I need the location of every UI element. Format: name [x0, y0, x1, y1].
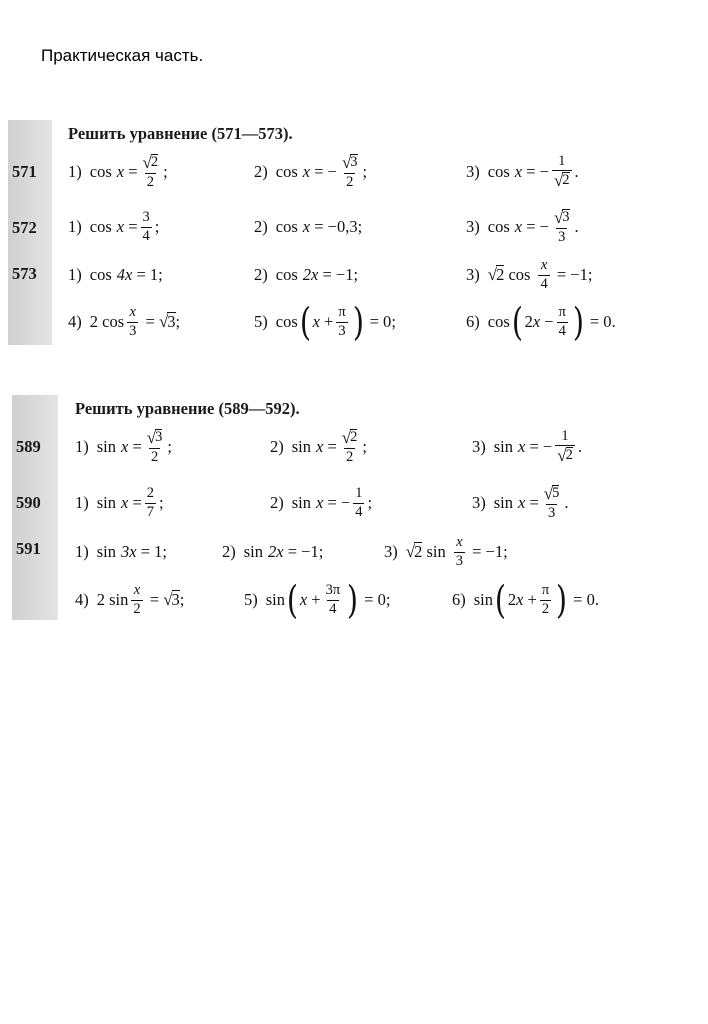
item-label: 6): [452, 590, 466, 609]
variable: x: [516, 590, 524, 609]
exercise-number-572: 572: [12, 218, 37, 237]
equation-591-3: [384, 528, 508, 576]
value: −0,3: [327, 217, 358, 236]
equation-591-6: [452, 576, 599, 624]
function-name: sin: [243, 542, 264, 561]
fraction: [145, 486, 156, 519]
coefficient: 2: [96, 590, 105, 609]
denominator: 2: [346, 174, 354, 190]
equation-573-2: [254, 251, 358, 299]
item-label: 4): [68, 312, 82, 331]
argument: 4x: [116, 265, 133, 284]
operator: =: [327, 493, 337, 512]
item-label: 6): [466, 312, 480, 331]
function-name: sin: [426, 542, 446, 561]
function-name: cos: [275, 162, 298, 181]
page-title: Практическая часть.: [41, 46, 204, 65]
variable: x: [299, 590, 308, 609]
item-label: 1): [75, 493, 89, 512]
punctuation: ;: [503, 542, 508, 561]
punctuation: ;: [179, 590, 185, 609]
value: = 1: [140, 542, 163, 561]
function-name: cos: [89, 265, 112, 284]
item-label: 1): [68, 162, 82, 181]
exercise-number-591: 591: [16, 539, 41, 558]
punctuation: ;: [357, 217, 363, 236]
fraction: 1 √ 2: [557, 427, 573, 465]
fraction: [557, 305, 568, 338]
operator: =: [132, 437, 142, 456]
variable: x: [514, 217, 523, 236]
radicand: 2: [414, 542, 423, 561]
equation-573-3: [466, 251, 592, 299]
function-name: sin: [291, 437, 312, 456]
equation-573-5: [254, 298, 396, 346]
value: = −1: [556, 265, 588, 284]
square-root: √ 2: [487, 265, 505, 284]
variable: x: [518, 437, 526, 456]
equation-590-3: [472, 479, 569, 527]
exercise-block-571-573: [0, 110, 690, 360]
operator: −: [539, 162, 549, 181]
item-label: 3): [384, 542, 398, 561]
item-label: 3): [466, 217, 480, 236]
item-label: 5): [254, 312, 268, 331]
variable: x: [302, 217, 311, 236]
numerator: 1: [561, 427, 569, 444]
operator: =: [314, 217, 324, 236]
radicand: 2: [496, 265, 505, 284]
operator: =: [145, 312, 155, 331]
item-label: 2): [270, 493, 284, 512]
equation-571-2: [254, 148, 367, 196]
variable: x: [116, 162, 125, 181]
denominator: 3: [455, 552, 463, 569]
equation-591-5: [244, 576, 390, 624]
operator: =: [327, 437, 337, 456]
variable: x: [116, 217, 125, 236]
function-name: sin: [493, 493, 514, 512]
value: = 0: [573, 590, 595, 609]
variable: x: [302, 162, 311, 181]
radicand: 2: [350, 428, 358, 445]
function-name: cos: [102, 312, 125, 331]
radicand: 5: [552, 484, 560, 501]
operator: −: [340, 493, 351, 512]
punctuation: ;: [162, 542, 167, 561]
equation-571-1: [68, 148, 168, 196]
function-name: sin: [265, 590, 286, 609]
variable: x: [532, 312, 541, 331]
item-label: 3): [466, 265, 480, 284]
value: = 0: [369, 312, 392, 331]
right-paren: ): [347, 578, 359, 622]
denominator: 3: [129, 322, 137, 339]
item-label: 3): [466, 162, 480, 181]
function-name: sin: [493, 437, 514, 456]
denominator: 4: [142, 227, 150, 244]
function-name: cos: [89, 217, 112, 236]
right-paren: ): [572, 300, 584, 344]
equation-589-3: [472, 423, 582, 471]
numerator: 2: [146, 485, 155, 502]
radicand: 3: [562, 208, 570, 225]
item-label: 1): [75, 542, 89, 561]
numerator: x: [456, 534, 463, 551]
denominator: 3: [558, 229, 566, 245]
equation-572-1: [68, 203, 159, 251]
denominator: 7: [146, 503, 155, 520]
function-name: cos: [275, 312, 298, 331]
punctuation: ;: [362, 162, 368, 181]
item-label: 2): [254, 217, 268, 236]
denominator: 2: [150, 449, 159, 465]
function-name: cos: [487, 162, 510, 181]
fraction: √ 3 3: [553, 207, 570, 245]
function-name: sin: [96, 542, 117, 561]
operator: =: [529, 437, 539, 456]
radicand: 2: [150, 153, 159, 170]
fraction: [540, 583, 551, 616]
variable: x: [518, 493, 526, 512]
left-paren: (: [286, 578, 298, 622]
operator: =: [128, 217, 138, 236]
operator: −: [542, 437, 553, 456]
value: = 0: [589, 312, 612, 331]
fraction: [538, 258, 549, 291]
exercise-number-571: 571: [12, 162, 37, 181]
argument: 2x: [268, 542, 284, 561]
operator: −: [544, 312, 554, 331]
left-paren: (: [511, 300, 523, 344]
item-label: 4): [75, 590, 89, 609]
denominator: 2: [146, 174, 154, 190]
equation-589-2: [270, 423, 367, 471]
numerator: 3π: [325, 582, 341, 599]
punctuation: ;: [175, 312, 181, 331]
function-name: sin: [473, 590, 494, 609]
exercise-number-590: 590: [16, 493, 41, 512]
punctuation: ;: [362, 437, 367, 456]
function-name: cos: [275, 265, 298, 284]
item-label: 2): [254, 265, 268, 284]
function-name: sin: [109, 590, 129, 609]
fraction: √ 3 2: [341, 152, 358, 190]
operator: +: [527, 590, 537, 609]
numerator: π: [541, 582, 550, 599]
operator: =: [128, 162, 138, 181]
fraction: √ 2 2: [341, 427, 358, 465]
item-label: 3): [472, 437, 486, 456]
item-label: 2): [222, 542, 236, 561]
equation-572-2: [254, 203, 362, 251]
variable: x: [121, 437, 129, 456]
function-name: sin: [96, 493, 117, 512]
operator: =: [529, 493, 539, 512]
denominator: 3: [547, 505, 556, 521]
variable: x: [316, 437, 324, 456]
equation-591-4: [75, 576, 184, 624]
punctuation: ;: [159, 493, 164, 512]
punctuation: ;: [391, 312, 396, 331]
punctuation: .: [574, 217, 579, 236]
left-paren: (: [299, 300, 311, 344]
operator: −: [539, 217, 549, 236]
radicand: 3: [350, 153, 358, 170]
fraction: [127, 305, 138, 338]
radicand: 3: [171, 590, 180, 609]
punctuation: ;: [154, 217, 160, 236]
radicand: 3: [155, 428, 163, 445]
denominator: 2: [541, 600, 550, 617]
punctuation: .: [577, 437, 582, 456]
variable: x: [312, 312, 320, 331]
square-root: √ 2: [405, 542, 423, 561]
equation-589-1: [75, 423, 172, 471]
argument: 2x: [302, 265, 319, 284]
operator: =: [149, 590, 160, 609]
punctuation: .: [594, 590, 599, 609]
square-root: √ 3: [163, 590, 180, 609]
value: = −1: [322, 265, 354, 284]
numerator: x: [133, 582, 141, 599]
operator: =: [132, 493, 142, 512]
denominator: 2: [133, 600, 141, 617]
fraction: √ 3 2: [146, 427, 163, 465]
equation-573-4: [68, 298, 180, 346]
operator: =: [526, 217, 536, 236]
exercise-number-573: 573: [12, 264, 37, 283]
item-label: 5): [244, 590, 258, 609]
right-paren: ): [352, 300, 364, 344]
exercise-block-589-592: [0, 385, 690, 635]
value: = −1: [287, 542, 319, 561]
item-label: 2): [270, 437, 284, 456]
equation-573-6: [466, 298, 616, 346]
function-name: sin: [291, 493, 312, 512]
fraction: [336, 305, 347, 338]
radicand: 3: [167, 312, 176, 331]
punctuation: ;: [163, 162, 168, 181]
left-paren: (: [494, 578, 506, 622]
item-label: 1): [68, 265, 82, 284]
operator: −: [327, 162, 337, 181]
numerator: 3: [142, 209, 150, 226]
fraction: √ 5 3: [543, 483, 560, 521]
value: = 1: [136, 265, 159, 284]
square-root: √ 3: [158, 312, 176, 331]
equation-591-2: [222, 528, 323, 576]
punctuation: .: [574, 162, 579, 181]
denominator: 4: [558, 322, 566, 339]
operator: +: [324, 312, 334, 331]
function-name: cos: [508, 265, 531, 284]
equation-590-2: [270, 479, 372, 527]
punctuation: ;: [385, 590, 391, 609]
operator: +: [311, 590, 321, 609]
section-title: Решить уравнение (589—592).: [75, 399, 300, 418]
equation-571-3: [466, 148, 579, 196]
punctuation: .: [611, 312, 616, 331]
function-name: cos: [487, 217, 510, 236]
coefficient: 2: [89, 312, 98, 331]
equation-573-1: [68, 251, 163, 299]
item-label: 1): [68, 217, 82, 236]
coefficient: 2: [524, 312, 533, 331]
punctuation: ;: [587, 265, 593, 284]
denominator: 4: [329, 600, 337, 617]
punctuation: .: [564, 493, 569, 512]
denominator: 3: [338, 322, 346, 339]
exercise-number-589: 589: [16, 437, 41, 456]
numerator: π: [558, 304, 566, 321]
function-name: sin: [96, 437, 117, 456]
equation-591-1: [75, 528, 167, 576]
item-label: 1): [75, 437, 89, 456]
fraction: 1 √ 2: [553, 152, 570, 190]
punctuation: ;: [353, 265, 359, 284]
item-label: 2): [254, 162, 268, 181]
numerator: 1: [558, 152, 566, 169]
value: = 0: [364, 590, 386, 609]
numerator: π: [338, 304, 346, 321]
punctuation: ;: [318, 542, 324, 561]
function-name: cos: [275, 217, 298, 236]
radicand: 2: [565, 447, 573, 463]
operator: =: [526, 162, 536, 181]
variable: x: [316, 493, 324, 512]
denominator: 4: [540, 275, 548, 292]
fraction: [141, 210, 152, 243]
argument: 3x: [121, 542, 137, 561]
operator: =: [314, 162, 324, 181]
punctuation: ;: [158, 265, 163, 284]
variable: x: [121, 493, 129, 512]
right-paren: ): [556, 578, 568, 622]
section-title: Решить уравнение (571—573).: [68, 124, 293, 143]
fraction: [324, 583, 343, 616]
fraction: [454, 535, 465, 568]
radicand: 2: [562, 172, 570, 188]
numerator: x: [129, 304, 136, 321]
denominator: 4: [355, 503, 363, 520]
function-name: cos: [89, 162, 112, 181]
variable: x: [514, 162, 523, 181]
numerator: x: [540, 257, 548, 274]
value: = −1: [472, 542, 504, 561]
fraction: [131, 583, 142, 616]
punctuation: ;: [367, 493, 373, 512]
equation-590-1: [75, 479, 164, 527]
coefficient: 2: [507, 590, 517, 609]
punctuation: ;: [167, 437, 172, 456]
denominator: 2: [345, 449, 354, 465]
fraction: √ 2 2: [142, 152, 159, 190]
item-label: 3): [472, 493, 486, 512]
function-name: cos: [487, 312, 510, 331]
numerator: 1: [355, 485, 363, 502]
equation-572-3: [466, 203, 579, 251]
fraction: [353, 486, 364, 519]
